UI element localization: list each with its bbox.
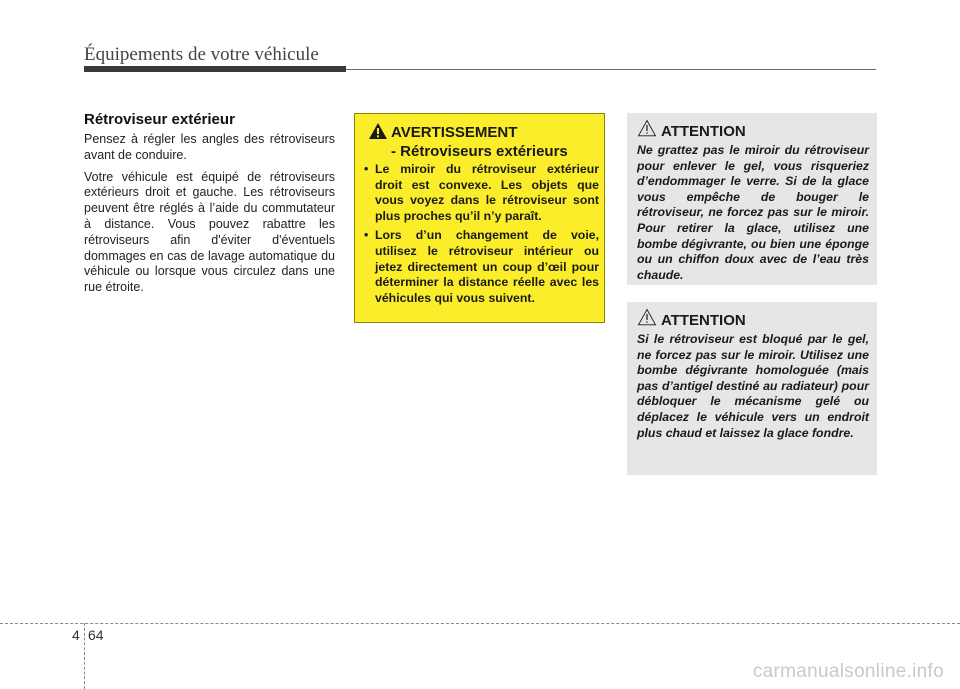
page-header-title: Équipements de votre véhicule — [84, 44, 319, 65]
header-accent-bar — [84, 66, 346, 72]
section-body — [84, 132, 335, 302]
warning-item-text: Le miroir du rétroviseur extérieur droit est convexe. Les objets que vous voyez dans le rétroviseur sont plus proches qu’il n’y paraît. — [375, 162, 599, 223]
warning-list — [361, 162, 599, 310]
watermark: carmanualsonline.info — [752, 661, 944, 682]
warning-triangle-icon — [368, 122, 388, 140]
caution-triangle-icon — [637, 308, 657, 326]
caution-title: ATTENTION — [661, 123, 746, 140]
warning-subtitle: - Rétroviseurs extérieurs — [391, 143, 568, 160]
warning-item — [361, 228, 599, 306]
caution-title: ATTENTION — [661, 312, 746, 329]
body-paragraph: Votre véhicule est équipé de rétroviseurs extérieurs droit et gauche. Les rétroviseurs peuvent être réglés à l’aide du commutateur à distance. Vous pouvez rabattre les rétroviseurs afin d'éviter d'éventuels dommages en cas de lavage automatique du véhicule ou lorsque vous circulez dans une rue étroite. — [84, 169, 335, 295]
bullet: • — [364, 162, 369, 176]
page-number: 64 — [88, 627, 104, 643]
warning-item — [361, 162, 599, 224]
caution-text: Si le rétroviseur est bloqué par le gel, ne forcez pas sur le miroir. Utilisez une bombe dégivrante homologuée (mais pas d’antigel destiné au radiateur) pour débloquer le mécanisme gelé ou déplacez le véhicule vers un endroit plus chaud et laissez la glace fondre. — [637, 332, 869, 440]
warning-box — [354, 113, 605, 323]
header-rule — [346, 69, 876, 70]
caution-box — [627, 113, 877, 285]
chapter-number: 4 — [72, 627, 80, 643]
footer-rule — [0, 623, 960, 624]
caution-triangle-icon — [637, 119, 657, 137]
warning-title: AVERTISSEMENT — [391, 124, 518, 141]
body-paragraph: Pensez à régler les angles des rétroviseurs avant de conduire. — [84, 132, 335, 162]
footer-divider — [84, 623, 85, 689]
warning-item-text: Lors d’un changement de voie, utilisez le rétroviseur intérieur ou jetez directement un coup d’œil pour déterminer la distance réelle avec les véhicules qui vous suivent. — [375, 228, 599, 305]
caution-box — [627, 302, 877, 475]
bullet: • — [364, 228, 369, 243]
section-title: Rétroviseur extérieur — [84, 111, 235, 128]
caution-text: Ne grattez pas le miroir du rétroviseur pour enlever le gel, vous risqueriez d’endommager le verre. Si de la glace vous empêche de bouger le rétroviseur, ne forcez pas sur le miroir. Pour retirer la glace, utilisez une bombe dégivrante, ou bien une éponge ou un chiffon doux avec de l’eau très chaude. — [637, 143, 869, 282]
